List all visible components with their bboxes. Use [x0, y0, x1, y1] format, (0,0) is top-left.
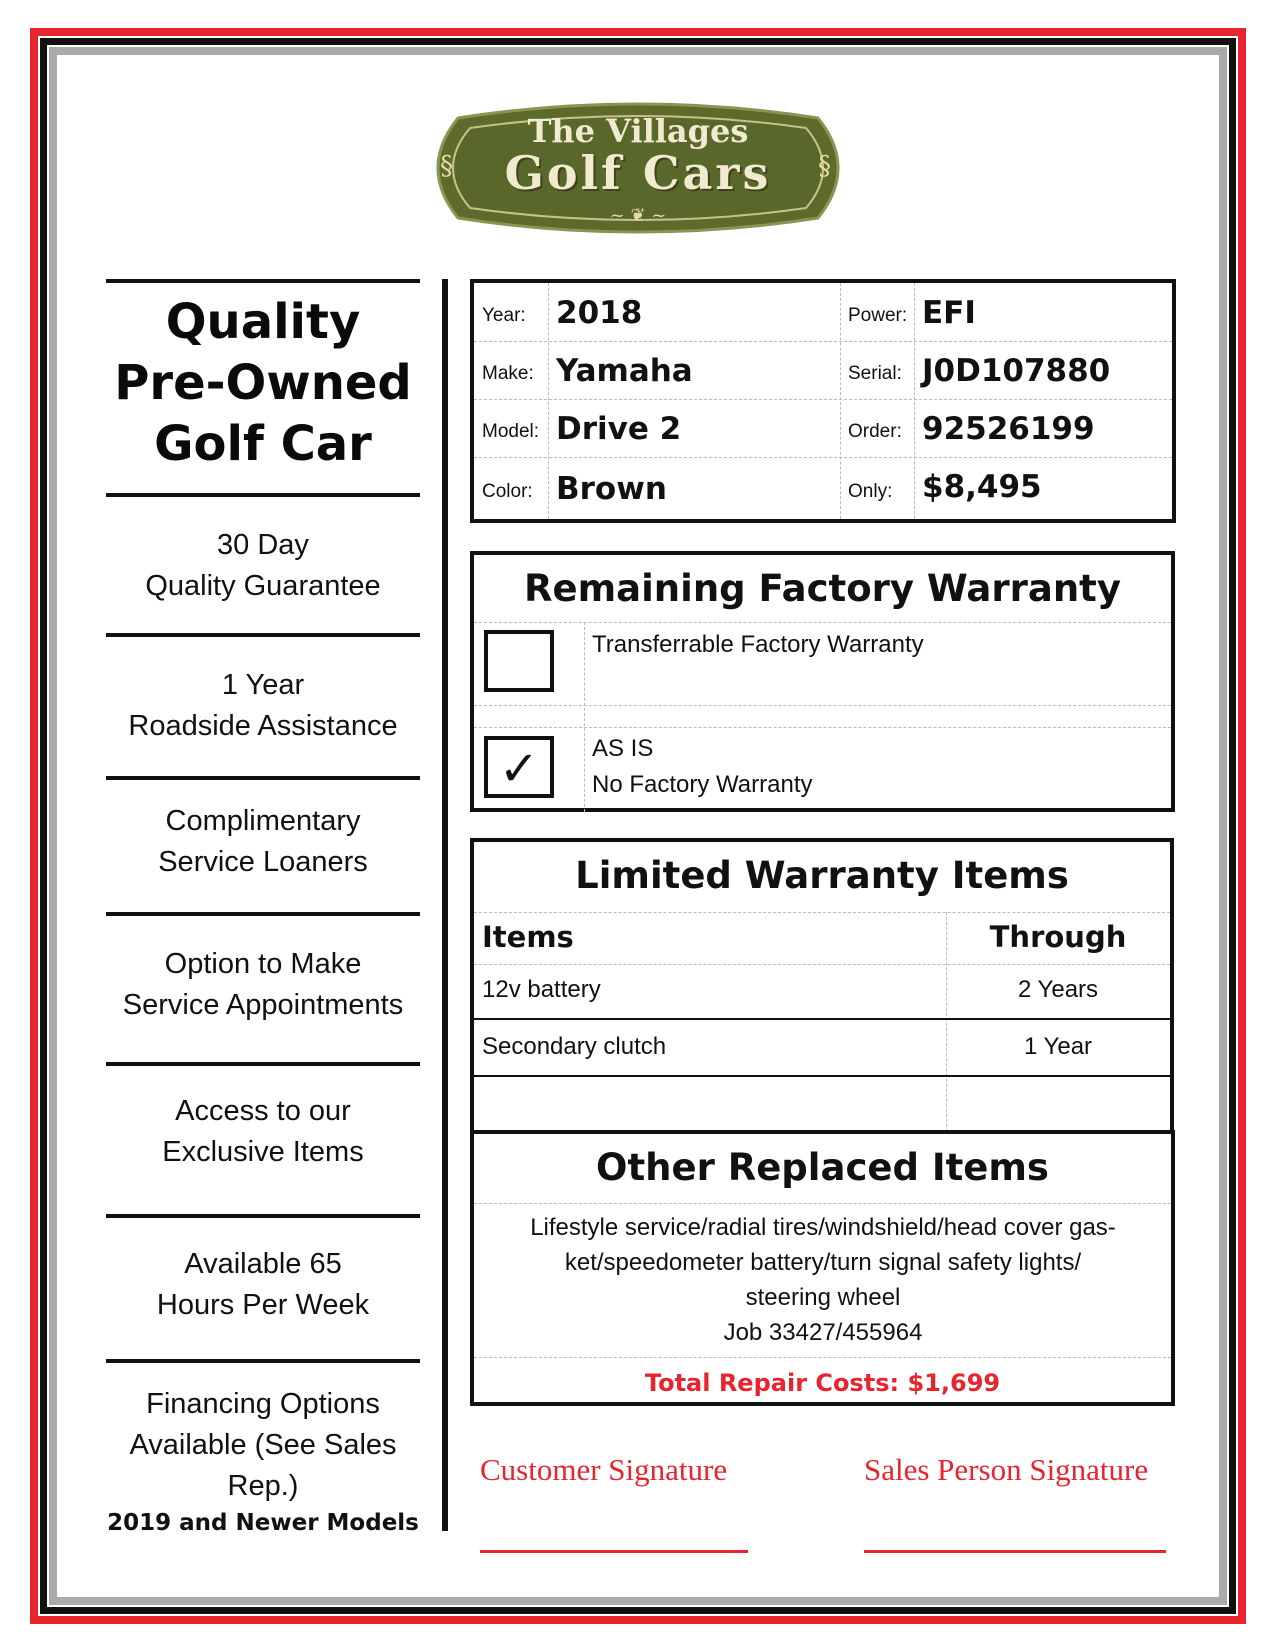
feature-hours — [90, 1244, 436, 1326]
sales-signature-label: Sales Person Signature — [864, 1452, 1149, 1487]
make-label: Make: — [482, 363, 534, 384]
as-is-checkbox[interactable] — [484, 736, 554, 798]
factory-warranty-box — [470, 551, 1175, 812]
feature-line: Hours Per Week — [156, 1289, 370, 1321]
model-label: Model: — [482, 421, 540, 442]
color-label: Color: — [482, 481, 533, 502]
left-divider — [106, 493, 420, 497]
row-line — [474, 1075, 1170, 1077]
price-value: $8,495 — [922, 469, 1042, 505]
order-value: 92526199 — [922, 411, 1095, 447]
limited-warranty-box — [470, 838, 1174, 1138]
option-line: No Factory Warranty — [592, 771, 813, 798]
row-line — [474, 622, 1171, 623]
feature-quality-guarantee — [90, 525, 436, 607]
warranty-item: 12v battery — [482, 976, 601, 1003]
feature-line: Available 65 — [184, 1248, 342, 1280]
svg-text:~ ❦ ~: ~ ❦ ~ — [609, 205, 667, 226]
other-replaced-box — [470, 1130, 1175, 1406]
as-is-label — [592, 731, 813, 803]
feature-line: Quality Guarantee — [145, 570, 381, 602]
total-repair-costs: Total Repair Costs: $1,699 — [644, 1369, 1001, 1397]
option-line: AS IS — [592, 735, 654, 762]
serial-label: Serial: — [848, 363, 902, 384]
items-header: Items — [482, 920, 574, 954]
feature-line: 1 Year — [221, 669, 305, 701]
only-label: Only: — [848, 481, 893, 502]
left-divider — [106, 1062, 420, 1066]
other-replaced-list — [488, 1210, 1158, 1350]
warranty-item: Secondary clutch — [482, 1033, 667, 1060]
feature-line: Available (See Sales Rep.) — [129, 1429, 397, 1502]
other-replaced-title: Other Replaced Items — [596, 1146, 1049, 1189]
sales-signature-line[interactable] — [864, 1550, 1166, 1553]
feature-roadside-assistance — [90, 665, 436, 747]
villages-golf-cars-logo — [418, 98, 858, 238]
feature-line: Service Loaners — [158, 846, 368, 878]
feature-service-loaners — [90, 801, 436, 883]
row-line — [474, 1203, 1171, 1204]
row-line — [474, 1357, 1171, 1358]
feature-line: Roadside Assistance — [128, 710, 398, 742]
column-divider — [442, 279, 448, 1531]
financing-note: 2019 and Newer Models — [107, 1510, 419, 1536]
logo-line2: Golf Cars — [504, 146, 772, 200]
feature-line: Complimentary — [165, 805, 361, 837]
feature-line: Financing Options — [146, 1388, 380, 1420]
color-value: Brown — [556, 471, 667, 507]
year-value: 2018 — [556, 295, 643, 331]
power-value: EFI — [922, 295, 976, 331]
serial-value: J0D107880 — [922, 353, 1111, 389]
row-line — [474, 1018, 1170, 1020]
feature-financing — [90, 1384, 436, 1539]
col-line — [584, 622, 585, 812]
limited-warranty-title: Limited Warranty Items — [575, 854, 1069, 897]
left-title — [90, 292, 436, 475]
left-divider — [106, 1214, 420, 1218]
transferrable-warranty-label — [592, 627, 924, 663]
replaced-line: ket/speedometer battery/turn signal safety lights/ — [564, 1249, 1082, 1276]
feature-exclusive-items — [90, 1091, 436, 1173]
transferrable-warranty-checkbox[interactable] — [484, 630, 554, 692]
feature-line: 30 Day — [217, 529, 309, 561]
left-divider-top — [106, 279, 420, 283]
replaced-line: steering wheel — [745, 1284, 901, 1311]
row-line — [474, 727, 1171, 728]
logo-line1: The Villages — [527, 112, 749, 150]
order-label: Order: — [848, 421, 902, 442]
row-line — [474, 964, 1170, 965]
warranty-through: 2 Years — [1017, 976, 1099, 1003]
power-label: Power: — [848, 305, 908, 326]
feature-line: Service Appointments — [122, 989, 404, 1021]
warranty-through: 1 Year — [1023, 1033, 1093, 1060]
left-divider — [106, 1359, 420, 1363]
title-line-3: Golf Car — [154, 416, 372, 472]
feature-service-appointments — [90, 944, 436, 1026]
svg-text:§: § — [818, 151, 831, 181]
year-label: Year: — [482, 305, 526, 326]
customer-signature-line[interactable] — [480, 1550, 748, 1553]
customer-signature-label: Customer Signature — [480, 1452, 728, 1487]
left-divider — [106, 633, 420, 637]
feature-line: Option to Make — [164, 948, 362, 980]
svg-text:§: § — [440, 151, 453, 181]
factory-warranty-title: Remaining Factory Warranty — [524, 567, 1121, 610]
through-header: Through — [989, 920, 1127, 954]
left-divider — [106, 912, 420, 916]
make-value: Yamaha — [556, 353, 693, 389]
row-line — [474, 912, 1170, 913]
option-line: Transferrable Factory Warranty — [592, 631, 924, 658]
title-line-1: Quality — [165, 294, 361, 350]
check-icon: ✓ — [498, 741, 540, 797]
feature-line: Access to our — [175, 1095, 351, 1127]
row-line — [474, 705, 1171, 706]
model-value: Drive 2 — [556, 411, 682, 447]
feature-line: Exclusive Items — [162, 1136, 364, 1168]
replaced-line: Lifestyle service/radial tires/windshield/head cover gas- — [530, 1214, 1116, 1241]
title-line-2: Pre-Owned — [114, 355, 412, 411]
job-number: Job 33427/455964 — [723, 1319, 923, 1346]
spec-table — [470, 279, 1176, 523]
left-divider — [106, 776, 420, 780]
